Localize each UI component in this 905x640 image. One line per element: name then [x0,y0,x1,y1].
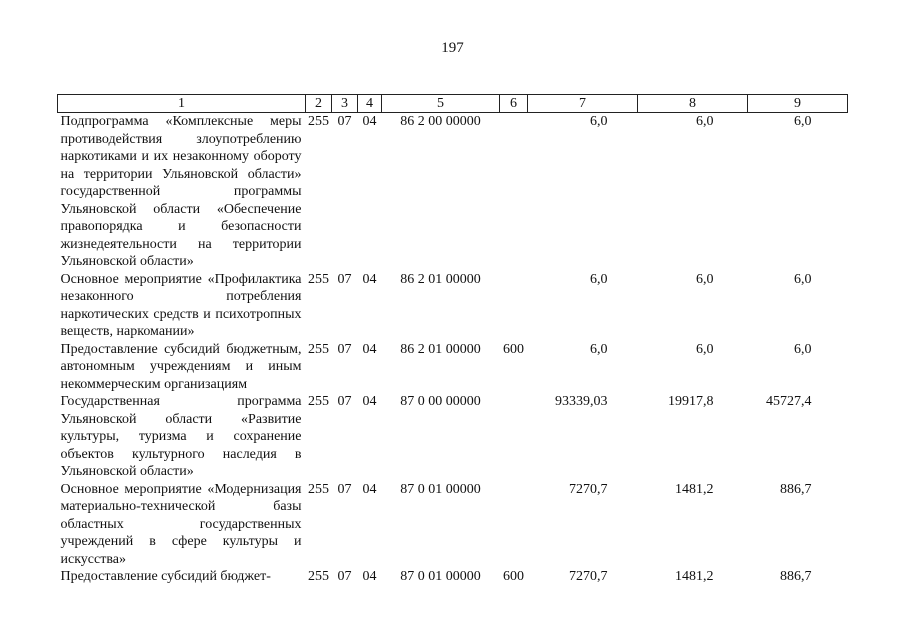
row-code-5: 86 2 01 00000 [400,271,481,287]
table-row [58,271,848,341]
table-row [58,113,848,271]
row-code-2: 255 [308,271,329,287]
row-code-2: 255 [308,481,329,497]
row-code-5: 87 0 00 00000 [400,394,481,409]
row-name: Предоставление субсидий бюджет- [60,569,271,584]
row-value-7: 7270,7 [569,481,608,497]
row-name: Предоставление субсидий бюджетным, автономным учреждениям и иным некоммерческим организациям [60,341,302,392]
budget-table [57,94,848,586]
column-header-7: 7 [528,95,638,113]
table-row [58,568,848,586]
row-code-2: 255 [308,394,329,409]
row-code-3: 07 [337,114,352,129]
row-code-3: 07 [337,271,352,287]
row-code-3: 07 [337,394,352,409]
row-code-5: 87 0 01 00000 [400,569,481,584]
row-name: Основное мероприятие «Модернизация материально-технической базы областных государственных учреждений в сфере культуры и искусства» [60,481,302,567]
row-code-6 [500,393,528,481]
column-header-2: 2 [306,95,332,113]
row-value-8: 19917,8 [668,394,714,409]
row-code-6 [500,271,528,341]
column-header-9: 9 [748,95,848,113]
row-code-4: 04 [362,569,377,584]
row-code-4: 04 [362,271,377,287]
row-value-7: 6,0 [590,271,608,287]
row-code-3: 07 [337,481,352,497]
row-name: Государственная программа Ульяновской области «Развитие культуры, туризма и сохранение объектов культурного наследия в Ульяновской области» [60,394,302,479]
row-code-2: 255 [308,341,329,357]
column-header-3: 3 [332,95,358,113]
row-value-9: 6,0 [794,114,812,129]
row-name: Основное мероприятие «Профилактика незаконного потребления наркотических средств и психотропных веществ, наркомании» [60,271,302,339]
row-code-2: 255 [308,114,329,129]
table-row [58,481,848,569]
row-value-7: 6,0 [590,114,608,129]
row-value-9: 886,7 [780,481,812,497]
row-code-4: 04 [362,394,377,409]
row-value-8: 1481,2 [675,481,714,497]
column-header-6: 6 [500,95,528,113]
column-header-1: 1 [58,95,306,113]
row-code-3: 07 [337,341,352,357]
row-value-9: 886,7 [780,569,812,584]
column-header-4: 4 [358,95,382,113]
row-value-9: 6,0 [794,271,812,287]
page-number: 197 [441,40,464,56]
row-code-6: 600 [503,569,524,584]
row-code-4: 04 [362,481,377,497]
row-value-8: 6,0 [696,271,714,287]
row-code-3: 07 [337,569,352,584]
row-value-9: 6,0 [794,341,812,357]
row-code-5: 87 0 01 00000 [400,481,481,497]
row-value-7: 93339,03 [555,394,608,409]
table-header [58,95,848,113]
row-code-5: 86 2 01 00000 [400,341,481,357]
row-value-8: 6,0 [696,114,714,129]
row-name: Подпрограмма «Комплексные меры противодействия злоупотреблению наркотиками и их незаконному обороту на территории Ульяновской области» государственной программы Ульяновской области «Обеспечение правопорядка и безопасности жизнедеятельности на территории Ульяновской области» [60,114,302,269]
column-header-5: 5 [382,95,500,113]
row-value-8: 1481,2 [675,569,714,584]
table-body [58,113,848,586]
row-value-7: 6,0 [590,341,608,357]
row-value-7: 7270,7 [569,569,608,584]
row-code-6 [500,481,528,569]
row-code-5: 86 2 00 00000 [400,114,481,129]
row-value-9: 45727,4 [766,394,812,409]
row-code-2: 255 [308,569,329,584]
row-code-6: 600 [503,341,524,357]
row-code-6 [500,113,528,271]
row-code-4: 04 [362,114,377,129]
column-header-8: 8 [638,95,748,113]
table-row [58,341,848,394]
row-value-8: 6,0 [696,341,714,357]
table-row [58,393,848,481]
row-code-4: 04 [362,341,377,357]
